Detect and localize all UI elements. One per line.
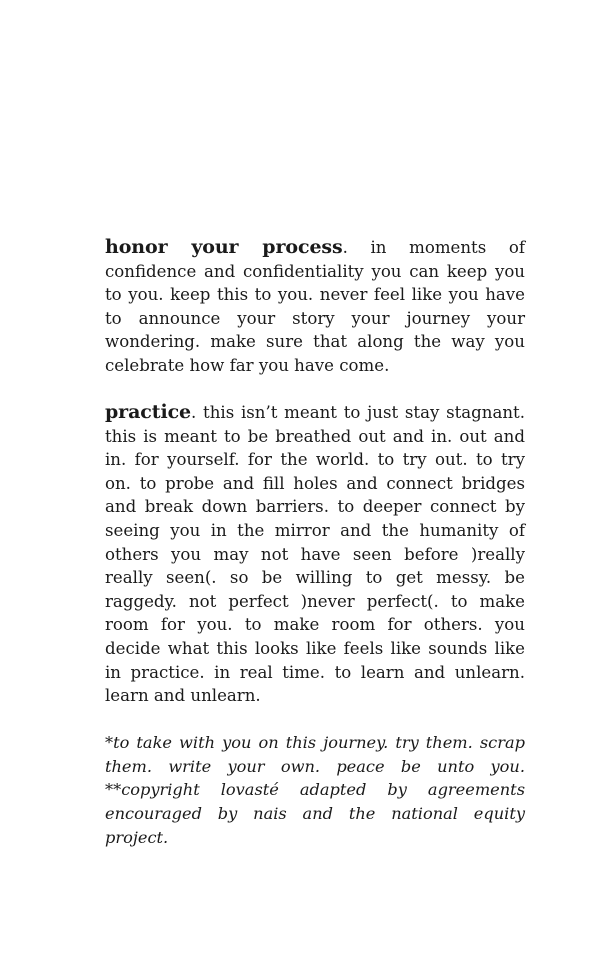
- footnote: *to take with you on this journey. try them. scrap them. write your own. peace be unto you. **copyright lovasté adapted by agreements encouraged by nais and the national equity project.: [105, 733, 525, 847]
- paragraph-honor-your-process: [105, 236, 525, 378]
- paragraph-heading: practice: [105, 401, 192, 424]
- paragraph-practice: [105, 401, 525, 708]
- paragraph-body: . this isn’t meant to just stay stagnant. this is meant to be breathed out and in. out and in. for yourself. for the world. to try out. to try on. to probe and fill holes and connect bridges and break down barriers. to deeper connect by seeing you in the mirror and the humanity of others you may not have seen before )really really seen(. so be willing to get messy. be raggedy. not perfect )never perfect(. to make room for you. to make room for others. you decide what this looks like feels like sounds like in practice. in real time. to learn and unlearn. learn and unlearn.: [105, 403, 525, 706]
- paragraph-heading: honor your process: [105, 236, 343, 258]
- paragraph-body: . in moments of confidence and confidentiality you can keep you to you. keep this to you. never feel like you have to announce your story your journey your wondering. make sure that along the way you celebrate how far you have come.: [105, 238, 525, 375]
- page-content: [105, 236, 525, 849]
